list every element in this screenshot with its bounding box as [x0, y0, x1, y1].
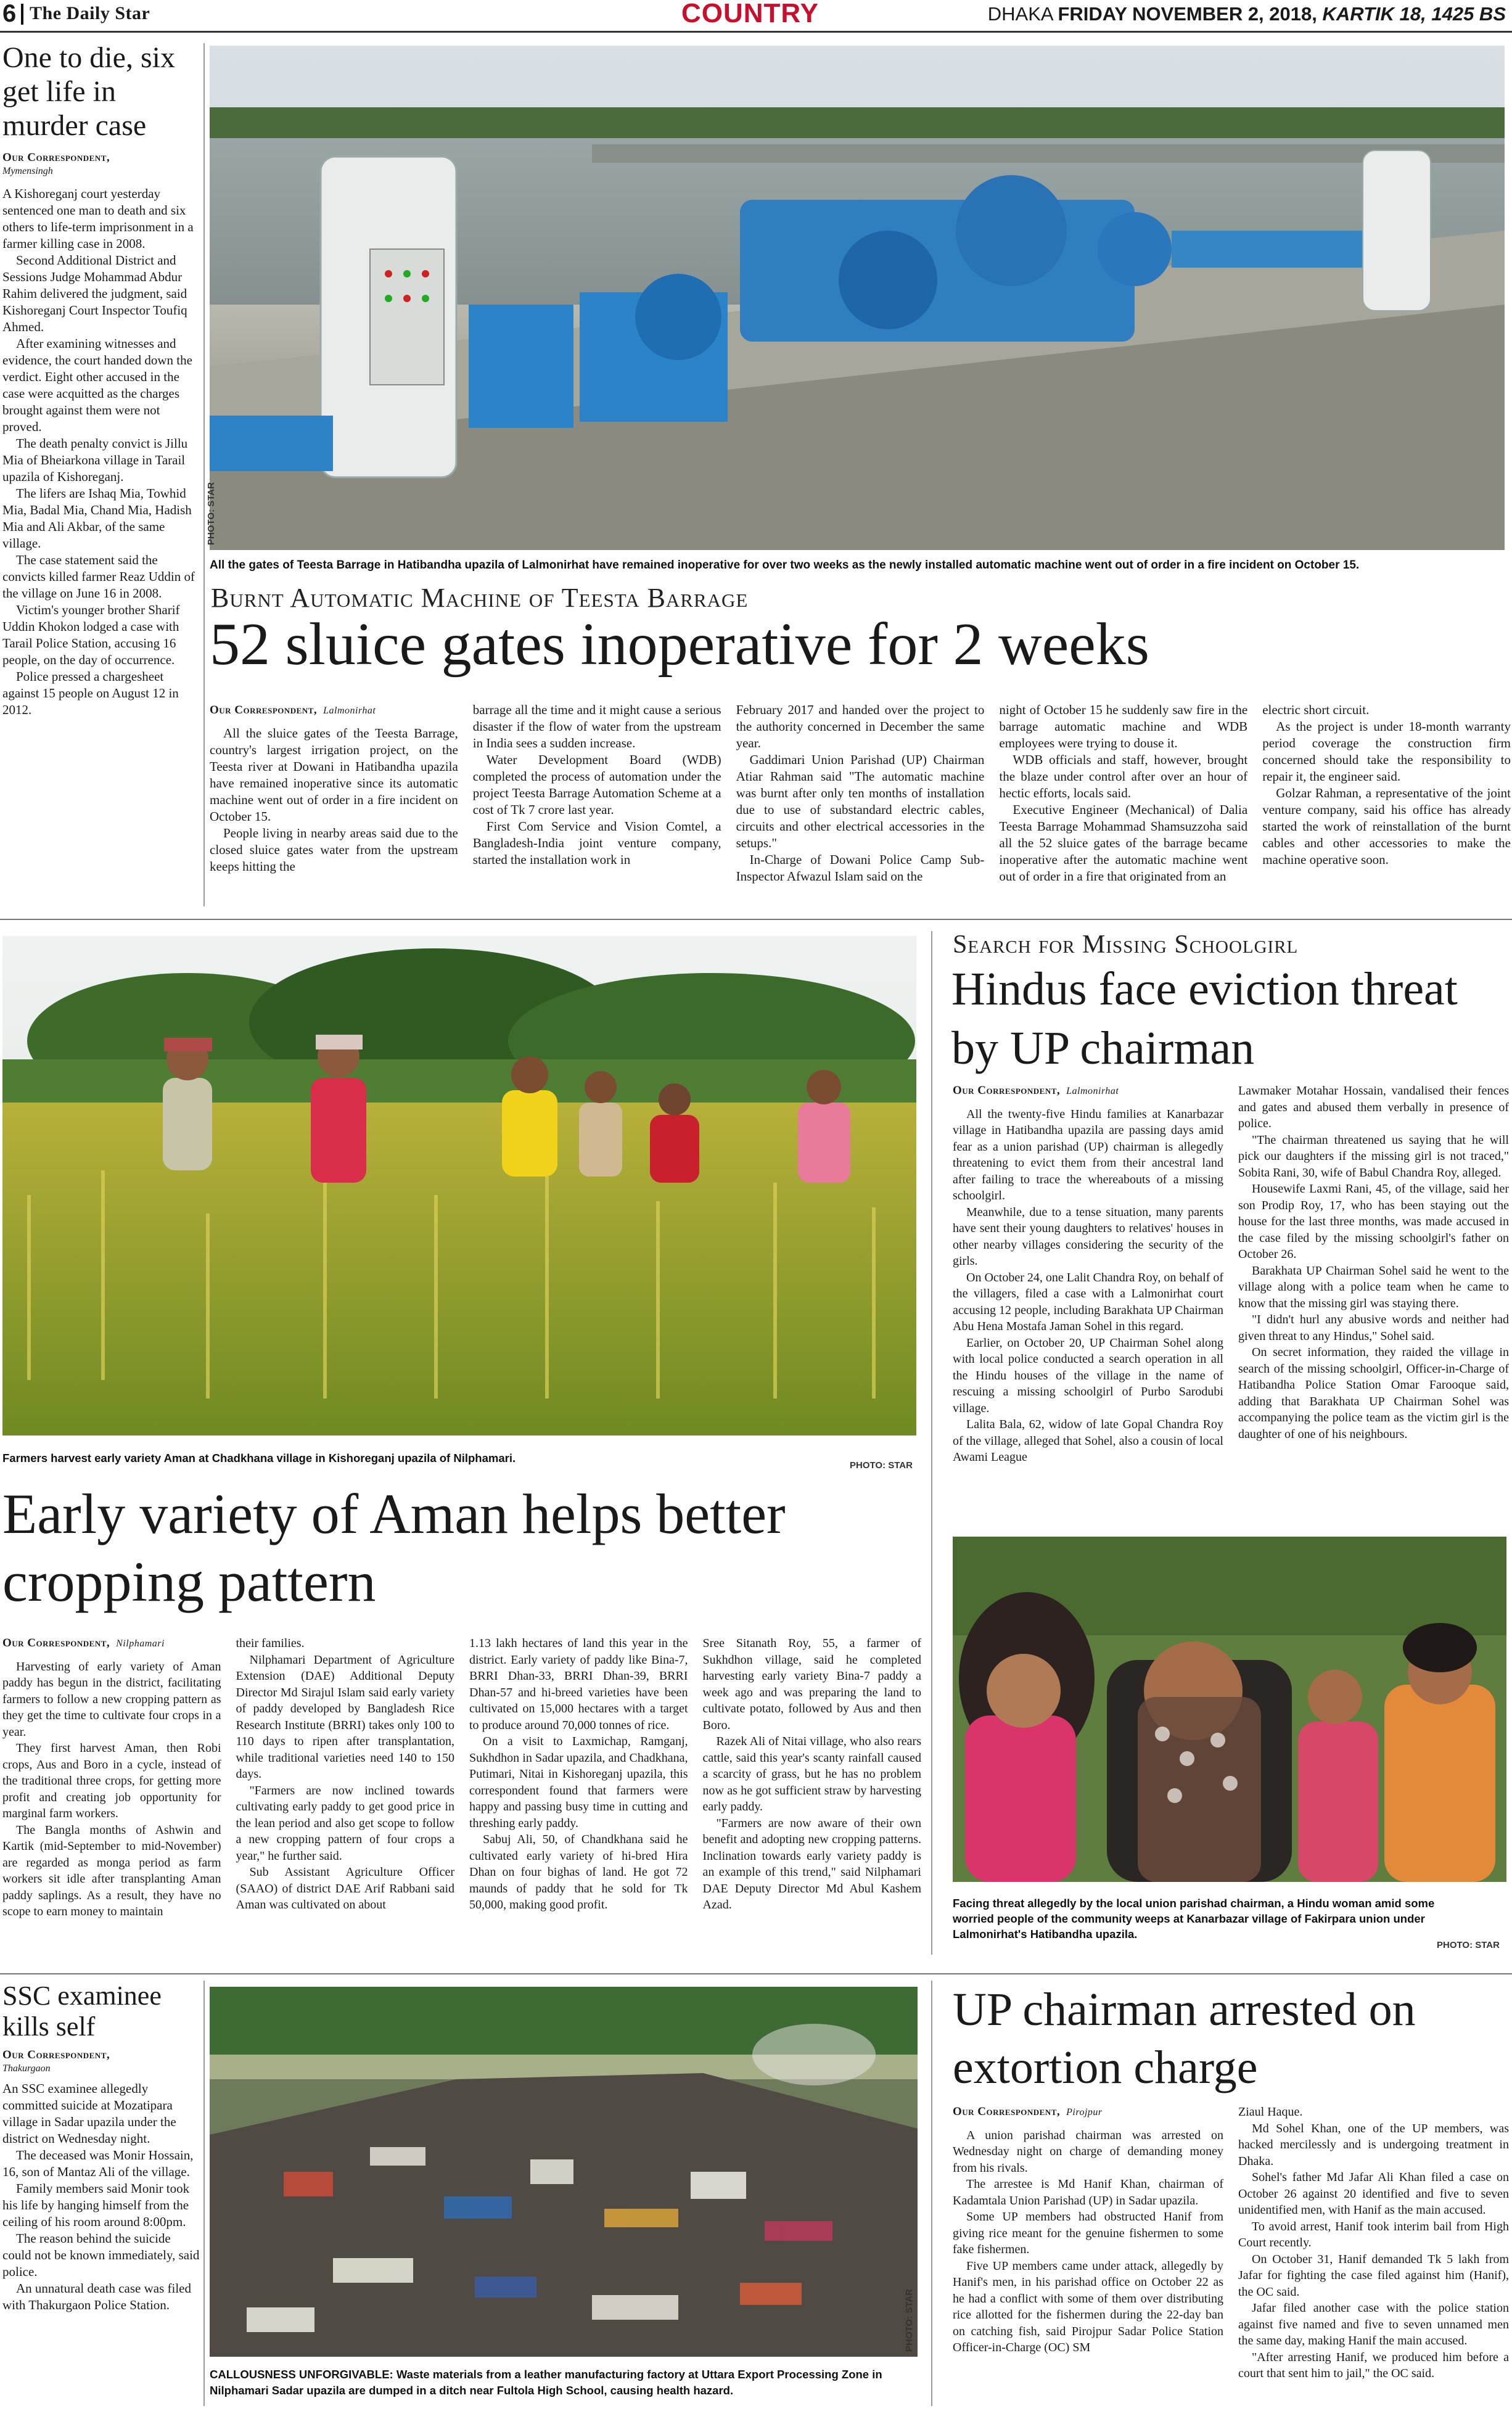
masthead: [0, 0, 1512, 30]
teesta-barrage-photo: [206, 46, 1505, 550]
paragraph: Harvesting of early variety of Aman paddy has begun in the district, facilitating farmers to follow a new cropping pattern as they get the time to cultivate four crops in a year.: [2, 1659, 221, 1739]
headline: SSC examinee kills self: [2, 1981, 162, 2042]
paragraph: As the project is under 18-month warranty period coverage the construction firm concerned should take the responsibility to repair it, the engineer said.: [1262, 719, 1511, 784]
paragraph: On secret information, they raided the village in search of the missing schoolgirl, Officer-in-Charge of Hatibandha Police Station Omar Farooque said, adding that Barakhata UP Chairman Sohel was accompanying the police team as the victim girl is the daughter of one of his neighbours.: [1238, 1345, 1509, 1441]
paragraph: 1.13 lakh hectares of land this year in the district. Early variety of paddy like Bina-7, BRRI Dhan-33, BRRI Dhan-39, BRRI Dhan-57 and hi-breed varieties have been cultivated on 15,000 hectares with a target to produce around 70,000 tonnes of rice.: [469, 1637, 688, 1732]
article-body: [2, 186, 200, 718]
masthead-rule: [0, 31, 1512, 33]
paragraph: barrage all the time and it might cause a serious disaster if the flow of water from the upstream in India sees a sudden increase.: [472, 702, 721, 750]
paragraph: February 2017 and handed over the project to the authority concerned in December the same year.: [736, 702, 985, 750]
headline: One to die, six get life in murder case: [2, 41, 175, 142]
paragraph: Second Additional District and Sessions Judge Mohammad Abdur Rahim delivered the judgment, said Kishoreganj Court Inspector Toufiq Ahmed.: [2, 253, 187, 334]
paragraph: Some UP members had obstructed Hanif from giving rice meant for the genuine fishermen to some fake fishermen.: [953, 2210, 1223, 2256]
paragraph: The deceased was Monir Hossain, 16, son of Mantaz Ali of the village.: [2, 2148, 194, 2179]
section-rule: [0, 1973, 1512, 1974]
teesta-barrage-image: [210, 46, 1505, 550]
leather-waste-image: [210, 1987, 918, 2357]
dateline: [988, 2, 1506, 26]
dateline-city: DHAKA: [987, 3, 1053, 25]
paragraph: The reason behind the suicide could not be known immediately, said police.: [2, 2231, 200, 2279]
photo-caption: Facing threat allegedly by the local union parishad chairman, a Hindu woman amid some worried people of the community weeps at Kanarbazar village of Fakirpara union under Lalmonirhat's Hatibandha upazila.: [953, 1897, 1435, 1941]
article-column: [953, 1083, 1223, 1466]
location: Thakurgaon: [2, 2063, 51, 2074]
column-rule: [203, 43, 205, 906]
story-hindus-body: [953, 1083, 1509, 1466]
paragraph: electric short circuit.: [1262, 702, 1370, 717]
paragraph: Jafar filed another case with the police station against five named and five to seven unnamed men the same day, making Hanif the main accused.: [1238, 2301, 1509, 2347]
article-column: [953, 2104, 1223, 2382]
byline: Our Correspondent,: [2, 151, 110, 164]
article-column: [1262, 702, 1511, 885]
paper-logo: The Daily Star: [30, 3, 150, 23]
photo-credit: PHOTO: STAR: [1437, 1940, 1500, 1950]
paragraph: WDB officials and staff, however, brought the blaze under control after over an hour of hectic efforts, locals said.: [999, 752, 1248, 800]
paragraph: Lalita Bala, 62, widow of late Gopal Chandra Roy of the village, alleged that Sohel, also a cousin of local Awami League: [953, 1418, 1223, 1464]
headline: UP chairman arrested on extortion charge: [953, 1984, 1416, 2093]
paragraph: "The chairman threatened us saying that he will pick our daughters if the missing girl is not traced," Sobita Rani, 30, wife of Babul Chandra Roy, alleged.: [1238, 1133, 1509, 1180]
paragraph: Lawmaker Motahar Hossain, vandalised their fences and gates and abused them verbally in presence of police.: [1238, 1084, 1509, 1130]
byline: Our Correspondent, Lalmonirhat: [210, 704, 376, 717]
paragraph: The death penalty convict is Jillu Mia of Bheiarkona village in Tarail upazila of Kishoreganj.: [2, 436, 188, 484]
aman-harvest-photo: [2, 936, 916, 1436]
paragraph: The arrestee is Md Hanif Khan, chairman of Kadamtala Union Parishad (UP) in Sadar upazila.: [953, 2177, 1223, 2208]
location: Mymensingh: [2, 166, 53, 176]
paragraph: Sohel's father Md Jafar Ali Khan filed a case on October 26 against 20 identified and five to seven unidentified men, with Hanif as the main accused.: [1238, 2171, 1509, 2217]
photo-caption: Farmers harvest early variety Aman at Chadkhana village in Kishoreganj upazila of Nilphamari.: [2, 1452, 516, 1464]
paragraph: To avoid arrest, Hanif took interim bail from High Court recently.: [1238, 2219, 1509, 2249]
leather-waste-photo: [210, 1987, 918, 2357]
paragraph: On October 31, Hanif demanded Tk 5 lakh from Jafar for fighting the case filed against him (Hanif), the OC said.: [1238, 2252, 1509, 2299]
paragraph: Executive Engineer (Mechanical) of Dalia Teesta Barrage Mohammad Shamsuzzoha said all the 52 sluice gates of the barrage became inoperative after the automatic machine went out of order in a fire that originated from an: [999, 802, 1248, 884]
paragraph: Water Development Board (WDB) completed the process of automation under the project Teesta Barrage Automation Scheme at a cost of Tk 7 crore last year.: [472, 752, 721, 817]
headline: Hindus face eviction threat by UP chairman: [951, 963, 1458, 1074]
article-column: [2, 1635, 221, 1920]
story-one-to-die: [2, 41, 200, 718]
paragraph: Meanwhile, due to a tense situation, many parents have sent their young daughters to relatives' houses in other nearby villages considering the security of the girls.: [953, 1205, 1223, 1268]
page-number-bar: [21, 4, 23, 25]
kicker: Search for Missing Schoolgirl: [953, 930, 1299, 959]
paragraph: In-Charge of Dowani Police Camp Sub-Inspector Afwazul Islam said on the: [736, 852, 985, 884]
dateline-date: FRIDAY NOVEMBER 2, 2018,: [1058, 3, 1317, 25]
paragraph: They first harvest Aman, then Robi crops, Aus and Boro in a cycle, instead of the traditional three crops, for getting more profit and creating job opportunity for marginal farm workers.: [2, 1741, 221, 1820]
paragraph: A Kishoreganj court yesterday sentenced one man to death and six others to life-term imprisonment in a farmer killing case in 2008.: [2, 186, 194, 251]
column-rule: [931, 931, 932, 1955]
paragraph: First Com Service and Vision Comtel, a Bangladesh-India joint venture company, started the installation work in: [472, 819, 721, 867]
kicker: Burnt Automatic Machine of Teesta Barrage: [211, 583, 749, 613]
paragraph: Ziaul Haque.: [1238, 2105, 1303, 2119]
article-column: [736, 702, 985, 885]
photo-credit: PHOTO: STAR: [206, 482, 216, 545]
column-rule: [203, 1981, 205, 2406]
paragraph: All the twenty-five Hindu families at Kanarbazar village in Hatibandha upazila are passing days amid fear as a union parishad (UP) chairman is allegedly threatening to evict them from their ancestral land after failing to trace the whereabouts of a missing schoolgirl.: [953, 1107, 1223, 1202]
story-ssc: [2, 1981, 200, 2314]
paragraph: Sub Assistant Agriculture Officer (SAAO) of district DAE Arif Rabbani said Aman was cultivated on about: [236, 1865, 454, 1912]
paragraph: "I didn't hurl any abusive words and neither had given threat to any Hindus," Sohel said.: [1238, 1313, 1509, 1343]
article-column: [469, 1635, 688, 1920]
article-column: [999, 702, 1247, 885]
paragraph: Sree Sitanath Roy, 55, a farmer of Sukhdhon village, said he completed harvesting early variety Bina-7 paddy a week ago and was preparing the land to cultivate potato, followed by Aus and then Boro.: [702, 1637, 921, 1732]
hindu-women-photo: [953, 1537, 1506, 1882]
byline: Our Correspondent, Nilphamari: [2, 1637, 165, 1649]
article-column: [1238, 2104, 1509, 2382]
paragraph: Sabuj Ali, 50, of Chandkhana said he cultivated early variety of hi-bred Hira Dhan on four bighas of land. He got 72 maunds of paddy that he sold for Tk 50,000, making good profit.: [469, 1833, 688, 1912]
paragraph: Victim's younger brother Sharif Uddin Khokon lodged a case with Tarail Police Station, accusing 16 people, on the day of occurrence.: [2, 602, 180, 667]
byline: Our Correspondent, Pirojpur: [953, 2105, 1103, 2118]
photo-credit: PHOTO: STAR: [850, 1460, 913, 1471]
article-column: [210, 702, 458, 885]
story-aman-body: [2, 1635, 921, 1920]
paragraph: An SSC examinee allegedly committed suicide at Mozatipara village in Sadar upazila under the district on Wednesday night.: [2, 2081, 176, 2146]
headline: Early variety of Aman helps better cropping pattern: [2, 1482, 786, 1613]
paragraph: Housewife Laxmi Rani, 45, of the village, said her son Prodip Roy, 17, who has been staying out the house for the last three months, was made accused in the case filed by the missing schoolgirl's father on October 26.: [1238, 1182, 1509, 1261]
paragraph: People living in nearby areas said due to the closed sluice gates water from the upstream keeps hitting the: [210, 826, 458, 874]
paragraph: Barakhata UP Chairman Sohel said he went to the village along with a police team when he came to know that the missing girl was staying there.: [1238, 1263, 1509, 1310]
paragraph: An unnatural death case was filed with Thakurgaon Police Station.: [2, 2281, 191, 2312]
paragraph: Family members said Monir took his life by hanging himself from the ceiling of his room around 8:00pm.: [2, 2181, 190, 2229]
article-column: [236, 1635, 455, 1920]
aman-harvest-image: [2, 936, 916, 1436]
article-column: [473, 702, 721, 885]
byline: Our Correspondent,: [2, 2048, 110, 2061]
dateline-bangla: KARTIK 18, 1425 BS: [1322, 3, 1506, 25]
paragraph: "Farmers are now aware of their own benefit and adopting new cropping patterns. Inclination towards early variety paddy is an example of this trend," said Nilphamari DAE Deputy Director Md Abul Kashem Azad.: [702, 1816, 921, 1912]
article-body: [2, 2080, 200, 2314]
article-column: [703, 1635, 922, 1920]
story-teesta-body: [210, 702, 1511, 885]
paragraph: "After arresting Hanif, we produced him before a court that sent him to jail," the OC said.: [1238, 2350, 1509, 2380]
paragraph: Police pressed a chargesheet against 15 people on August 12 in 2012.: [2, 669, 179, 717]
section-rule: [0, 919, 1512, 920]
paragraph: Earlier, on October 20, UP Chairman Sohel along with local police conducted a search operation in all the Hindu houses of the village in the name of rescuing a missing schoolgirl of Purbo Sarodubi village.: [953, 1336, 1223, 1415]
paragraph: "Farmers are now inclined towards cultivating early paddy to get good price in the lean period and also get scope to follow a new cropping pattern of four crops a year," he further said.: [236, 1783, 454, 1863]
article-column: [1238, 1083, 1509, 1466]
hindu-women-image: [953, 1537, 1506, 1882]
paragraph: their families.: [236, 1637, 305, 1650]
photo-caption: All the gates of Teesta Barrage in Hatibandha upazila of Lalmonirhat have remained inoperative for over two weeks as the newly installed automatic machine went out of order in a fire incident on October 15.: [210, 559, 1360, 572]
photo-credit: PHOTO: STAR: [904, 2289, 914, 2352]
section-title: COUNTRY: [681, 0, 819, 28]
page-number: 6: [2, 0, 17, 27]
paragraph: Md Sohel Khan, one of the UP members, was hacked mercilessly and is undergoing treatment in Dhaka.: [1238, 2121, 1509, 2168]
paragraph: Razek Ali of Nitai village, who also rears cattle, said this year's scanty rainfall caused a scarcity of grass, but he has no problem now as he got sufficient straw by harvesting early paddy.: [702, 1735, 921, 1813]
paragraph: Nilphamari Department of Agriculture Extension (DAE) Additional Deputy Director Md Sirajul Islam said early variety of paddy developed by Bangladesh Rice Research Institute (BRRI) takes only 100 to 110 days to ripen after transplantation, while traditional varieties need 140 to 150 days.: [236, 1653, 454, 1781]
paragraph: The case statement said the convicts killed farmer Reaz Uddin of the village on June 16 in 2008.: [2, 552, 195, 601]
headline: 52 sluice gates inoperative for 2 weeks: [210, 611, 1149, 678]
paragraph: Five UP members came under attack, allegedly by Hanif's men, in his parishad office on October 22 as he had a conflict with some of them over distributing rice allotted for the fishermen during the 22-day ban on catching fish, said Pirojpur Sadar Police Station Officer-in-Charge (OC) SM: [953, 2259, 1223, 2354]
column-rule: [931, 1981, 932, 2406]
paragraph: A union parishad chairman was arrested on Wednesday night on charge of demanding money from his rivals.: [953, 2128, 1223, 2175]
paragraph: After examining witnesses and evidence, the court handed down the verdict. Eight other accused in the case were acquitted as the charges brought against them were not proved.: [2, 336, 192, 434]
paragraph: Gaddimari Union Parishad (UP) Chairman Atiar Rahman said "The automatic machine was burnt after only ten months of installation due to use of substandard electric cables, circuits and other electrical accessories in the setups.": [736, 752, 985, 850]
photo-caption: CALLOUSNESS UNFORGIVABLE: Waste materials from a leather manufacturing factory at Uttara Export Processing Zone in Nilphamari Sadar upazila are dumped in a ditch near Fultola High School, causing health hazard.: [210, 2368, 882, 2397]
paragraph: On a visit to Laxmichap, Ramganj, Sukhdhon in Sadar upazila, and Chadkhana, Putimari, Nitai in Kishoreganj upazila, this correspondent found that farmers were happy and passing busy time in cutting and threshing early paddy.: [469, 1735, 688, 1830]
story-up-body: [953, 2104, 1509, 2382]
paragraph: night of October 15 he suddenly saw fire in the barrage automatic machine and WDB employees were trying to douse it.: [999, 702, 1248, 750]
paragraph: The lifers are Ishaq Mia, Towhid Mia, Badal Mia, Chand Mia, Hadish Mia and Ali Akbar, of the same village.: [2, 486, 192, 551]
paragraph: On October 24, one Lalit Chandra Roy, on behalf of the villagers, filed a case with a Lalmonirhat court accusing 12 people, including Barakhata UP Chairman Abu Hena Mostafa Jaman Sohel in this regard.: [953, 1270, 1223, 1333]
paragraph: All the sluice gates of the Teesta Barrage, country's largest irrigation project, on the Teesta river at Dowani in Hatibandha upazila have remained inoperative since its automatic machine went out of order in a fire incident on October 15.: [210, 726, 458, 824]
byline: Our Correspondent, Lalmonirhat: [953, 1084, 1119, 1097]
paragraph: Golzar Rahman, a representative of the joint venture company, said his office has already started the work of reinstallation of the burnt cables and other accessories to make the machine operative soon.: [1262, 786, 1511, 867]
paragraph: The Bangla months of Ashwin and Kartik (mid-September to mid-November) are regarded as monga period as farm workers sit idle after transplanting Aman paddy saplings. As a result, they have no scope to earn money to maintain: [2, 1823, 221, 1918]
